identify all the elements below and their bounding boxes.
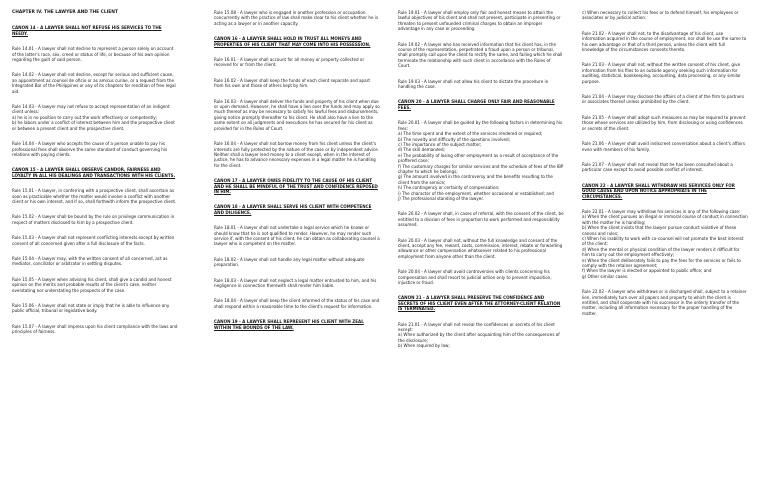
rule-paragraph: Rule 18.02 - A lawyer shall not handle any legal matter without adequate preparation.	[214, 256, 365, 268]
rule-paragraph: Rule 14.01 - A lawyer shall not decline to represent a person solely on account of the latter's race, sex, creed or status of life, or because of his own opinion regarding the guilt of said person.	[12, 46, 174, 63]
canon-heading: CANON 17 - A LAWYER OWES FIDELITY TO THE CAUSE OF HIS CLIENT AND HE SHALL BE MINDFUL OF THE TRUST AND CONFIDENCE REPOSED IN HIM.	[214, 178, 378, 194]
canon-heading: CANON 21 - A LAWYER SHALL PRESERVE THE CONFIDENCE AND SECRETS OF HIS CLIENT EVEN AFTER THE ATTORNEY-CLIENT RELATION IS TERMINATED.	[398, 295, 561, 312]
rule-paragraph: Rule 18.04 - A lawyer shall keep the client informed of the status of his case and shall respond within a reasonable time to the client's request for information.	[214, 298, 380, 309]
rule-paragraph: Rule 16.04 - A lawyer shall not borrow money from his client unless the client's interests are fully protected by the nature of the case or by independent advice. Neither shall a lawyer lend money to a client except, when in the interest of justice, he has to advance necessary expenses in a legal matter he is handling for the client.	[214, 141, 379, 168]
rule-paragraph: Rule 21.04 - A lawyer may disclose the affairs of a client of the firm to partners or associates thereof unless prohibited by the client.	[582, 94, 745, 105]
rule-paragraph: Rule 20.01 - A lawyer shall be guided by the following factors in determining his fees: a) The time spent and the extent of the services rendered or required; b) The novelty and difficulty of the questions involved; c) The importance of the subject matter; d) The skill demanded; e) The probability of losing other employment as a result of acceptance of the proffered case; f) The customary charges for similar services and the schedule of fees of the IBP chapter to which he belongs; g) The amount involved in the controversy and the benefits resulting to the client from the service; h) The contingency or certainty of compensation; i) The character of the employment, whether occasional or established; and j) The professional standing of the lawyer.	[398, 120, 564, 201]
canon-heading: CANON 15 - A LAWYER SHALL OBSERVE CANDOR, FAIRNESS AND LOYALTY IN ALL HIS DEALINGS AND TRANSACTIONS WITH HIS CLIENTS.	[12, 167, 176, 178]
column-3	[398, 10, 564, 359]
rule-paragraph: Rule 21.03 - A lawyer shall not, without the written consent of his client, give information from his files to an outside agency seeking such information for auditing, statistical, bookkeeping, accounting, data processing, or any similar purpose.	[582, 62, 741, 84]
rule-paragraph: Rule 19.03 - A lawyer shall not allow his client to dictate the procedure in handling the case.	[398, 78, 549, 90]
rule-paragraph: Rule 15.04 - A lawyer may, with the written consent of all concerned, act as mediator, conciliator or arbitrator in settling disputes.	[12, 255, 168, 267]
rule-paragraph: Rule 22.02 - A lawyer who withdraws or is discharged shall, subject to a retainer lien, immediately turn over all papers and property to which the client is entitled, and shall cooperate with his successor in the orderly transfer of the matter, including all information necessary for the proper handling of the matter.	[582, 289, 747, 316]
rule-paragraph: Rule 19.02 - A lawyer who has received information that his client has, in the course of the representation, perpetrated a fraud upon a person or tribunal, shall promptly call upon the client to rectify the same, and failing which he shall terminate the relationship with such client in accordance with the Rules of Court.	[398, 41, 563, 69]
rule-paragraph: Rule 21.07 - A lawyer shall not reveal that he has been consulted about a particular case except to avoid possible conflict of interest.	[582, 161, 733, 173]
canon-heading: CANON 16 - A LAWYER SHALL HOLD IN TRUST ALL MONEYS AND PROPERTIES OF HIS CLIENT THAT MAY COME INTO HIS POSSESSION.	[214, 36, 371, 47]
rule-paragraph: Rule 21.05 - A lawyer shall adopt such measures as may be required to prevent those whose services are utilized by him, from disclosing or using confidences or secrets of the client.	[582, 114, 746, 131]
canon-heading: CANON 14 - A LAWYER SHALL NOT REFUSE HIS SERVICES TO THE NEEDY.	[12, 25, 162, 36]
rule-paragraph: Rule 15.01 - A lawyer, in conferring with a prospective client, shall ascertain as soon as practicable whether the matter would involve a conflict with another client or his own interest, and if so, shall forthwith inform the prospective client.	[12, 188, 177, 204]
rule-paragraph: Rule 15.03 - A lawyer shall not represent conflicting interests except by written consent of all concerned given after a full disclosure of the facts.	[12, 235, 175, 246]
rule-paragraph: Rule 20.02 - A lawyer shall, in cases of referral, with the consent of the client, be entitled to a division of fees in proportion to work performed and responsibility assumed.	[398, 211, 564, 228]
chapter-title: CHAPTER IV. THE LAWYER AND THE CLIENT	[12, 10, 118, 15]
canon-heading: CANON 18 - A LAWYER SHALL SERVE HIS CLIENT WITH COMPETENCE AND DILIGENCE.	[214, 204, 372, 215]
rule-paragraph: Rule 15.07 - A lawyer shall impress upon his client compliance with the laws and principles of fairness.	[12, 323, 178, 335]
rule-paragraph: Rule 16.01 - A lawyer shall account for all money or property collected or received for or from the client.	[214, 57, 365, 68]
column-1	[12, 10, 178, 345]
rule-paragraph: Rule 20.03 - A lawyer shall not, without the full knowledge and consent of the client, accept any fee, reward, costs, commission, interest, rebate or forwarding allowance or other compensation whatsoever related to his professional employment from anyone other than the client.	[398, 237, 563, 259]
rule-paragraph: Rule 15.06 - A lawyer shall not state or imply that he is able to influence any public official, tribunal or legislative body.	[12, 303, 170, 314]
rule-paragraph: Rule 21.06 - A lawyer shall avoid indiscreet conversation about a client's affairs even with members of his family.	[582, 141, 745, 152]
rule-paragraph: Rule 18.03 - A lawyer shall not neglect a legal matter entrusted to him, and his negligence in connection therewith shall render him liable.	[214, 277, 377, 288]
rule-paragraph: Rule 21.02 - A lawyer shall not, to the disadvantage of his client, use information acquired in the course of employment, nor shall he use the same to his own advantage or that of a third person, unless the client with full knowledge of the circumstances consents thereto.	[582, 30, 747, 53]
rule-paragraph: Rule 15.08 - A lawyer who is engaged in another profession or occupation concurrently with the practice of law shall make clear to his client whether he is acting as a lawyer or in another capacity.	[214, 10, 379, 26]
rule-paragraph: Rule 14.02 - A lawyer shall not decline, except for serious and sufficient cause, an appointment as counsel de oficio or as amicus curiae, or a request from the Integrated Bar of the Philippines or any of its chapters for rendition of free legal aid.	[12, 72, 176, 94]
rule-paragraph: Rule 22.01 - A lawyer may withdraw his services in any of the following case: a) When the client pursues an illegal or immoral course of conduct in connection with the matter he is handling; b) When the client insists that the lawyer pursue conduct violative of these canons and rules; c) When his inability to work with co-counsel will not promote the best interest of the client; d) When the mental or physical condition of the lawyer renders it difficult for him to carry out the employment effectively; e) When the client deliberately fails to pay the fees for the services or fails to comply with the retainer agreement; f) When the lawyer is elected or appointed to public office; and g) Other similar cases.	[582, 208, 748, 279]
rule-paragraph: Rule 20.04 - A lawyer shall avoid controversies with clients concerning his compensation and shall resort to judicial action only to prevent imposition, injustice or fraud.	[398, 269, 552, 286]
rule-paragraph: Rule 18.01 - A lawyer shall not undertake a legal service which he knows or should know that he is not qualified to render. However, he may render such service if, with the consent of his client, he can obtain as collaborating counsel a lawyer who is competent on the matter.	[214, 225, 380, 247]
rule-paragraph: Rule 16.03 - A lawyer shall deliver the funds and property of his client when due or upon demand. However, he shall have a lien over the funds and may apply so much thereof as may be necessary to satisfy his lawful fees and disbursements, giving notice promptly thereafter to his client. He shall also have a lien to the same extent on all judgments and executions he has secured for his client as provided for in the Rules of Court.	[214, 98, 380, 131]
rule-paragraph: Rule 19.01 - A lawyer shall employ only fair and honest means to attain the lawful objectives of his client and shall not present, participate in presenting or threaten to present unfounded criminal charges to obtain an improper advantage in any case or proceeding.	[398, 10, 561, 32]
rule-paragraph: Rule 14.03 - A lawyer may not refuse to accept representation of an indigent client unless: a) he is in no position to carry out the work effectively or competently; b) he labors under a conflict of interest between him and the prospective client or between a present client and the prospective client.	[12, 104, 175, 131]
rule-paragraph: Rule 14.04 - A lawyer who accepts the cause of a person unable to pay his professional fees shall observe the same standard of conduct governing his relations with paying clients.	[12, 141, 168, 157]
rule-paragraph: Rule 16.02 - A lawyer shall keep the funds of each client separate and apart from his own and those of others kept by him.	[214, 77, 370, 89]
rule-paragraph: Rule 21.01 - A lawyer shall not reveal the confidences or secrets of his client except: a) When authorized by the client after acquainting him of the consequences of the disclosure; b) When required by law;	[398, 321, 560, 349]
rule-paragraph: Rule 15.05 - A lawyer when advising his client, shall give a candid and honest opinion on the merits and probable results of the client's case, neither overstating nor understating the prospects of the case.	[12, 276, 172, 293]
canon-heading: CANON 22 - A LAWYER SHALL WITHDRAW HIS SERVICES ONLY FOR GOOD CAUSE AND UPON NOTICE APPROPRIATE IN THE CIRCUMSTANCES.	[582, 182, 735, 199]
rule-paragraph: c) When necessary to collect his fees or to defend himself, his employees or associates or by judicial action.	[582, 10, 739, 21]
column-4	[582, 10, 748, 326]
canon-heading: CANON 20 - A LAWYER SHALL CHARGE ONLY FAIR AND REASONABLE FEES.	[398, 99, 555, 110]
canon-heading: CANON 19 - A LAWYER SHALL REPRESENT HIS CLIENT WITH ZEAL WITHIN THE BOUNDS OF THE LAW.	[214, 319, 364, 330]
rule-paragraph: Rule 15.02 - A lawyer shall be bound by the rule on privilege communication in respect of matters disclosed to him by a prospective client.	[12, 214, 175, 225]
column-2	[214, 10, 380, 340]
